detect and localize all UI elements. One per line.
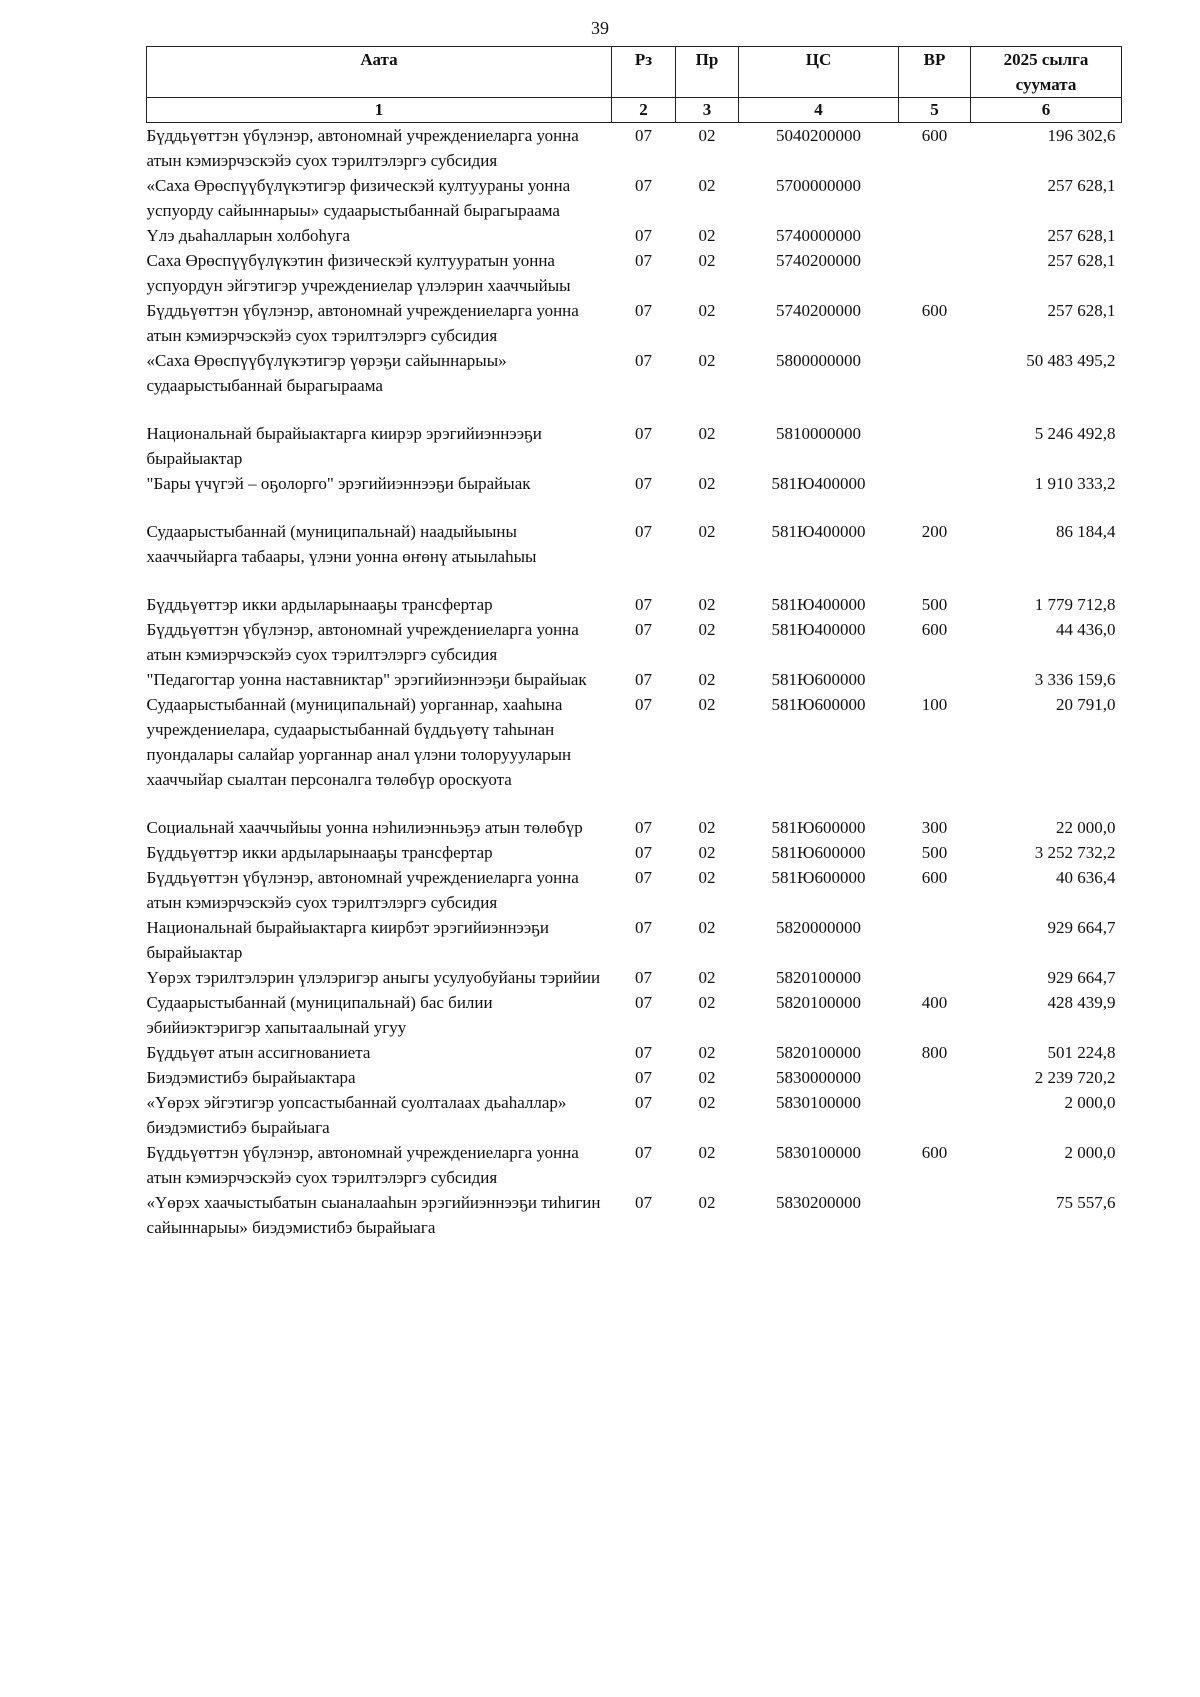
- row-name: Бүддьүөттэн үбүлэнэр, автономнай учреждениеларга уонна атын кэмиэрчэскэйэ суох тэрилтэлэргэ субсидия: [146, 620, 579, 664]
- row-name: Бүддьүөттэн үбүлэнэр, автономнай учреждениеларга уонна атын кэмиэрчэскэйэ суох тэрилтэлэргэ субсидия: [146, 301, 579, 345]
- row-amount: 1 779 712,8: [1034, 595, 1116, 614]
- row-pr: 02: [698, 818, 716, 837]
- row-cs: 581Ю400000: [771, 595, 866, 614]
- row-pr: 02: [698, 968, 716, 987]
- row-vr: 500: [921, 843, 948, 862]
- column-number: 6: [971, 98, 1122, 123]
- row-vr: 400: [921, 993, 948, 1012]
- row-cs: 5820000000: [776, 918, 861, 937]
- table-row: [147, 692, 1122, 815]
- row-vr: [899, 471, 971, 519]
- row-rz: 07: [635, 1093, 652, 1112]
- row-vr: 600: [921, 620, 948, 639]
- row-rz: 07: [635, 695, 652, 714]
- row-pr: 02: [698, 126, 716, 145]
- row-amount: 2 239 720,2: [1034, 1068, 1116, 1087]
- row-name: Социальнай хааччыйыы уонна нэhилиэнньэҕэ атын төлөбүр: [146, 818, 583, 837]
- column-number: 5: [899, 98, 971, 123]
- row-amount: 929 664,7: [1047, 918, 1116, 937]
- row-name: Бүддьүөттэн үбүлэнэр, автономнай учреждениеларга уонна атын кэмиэрчэскэйэ суох тэрилтэлэргэ субсидия: [146, 1143, 579, 1187]
- row-vr: [899, 667, 971, 692]
- table-row: [147, 223, 1122, 248]
- table-row: [147, 1140, 1122, 1190]
- row-rz: 07: [635, 918, 652, 937]
- row-pr: 02: [698, 993, 716, 1012]
- row-pr: 02: [698, 351, 716, 370]
- row-rz: 07: [635, 126, 652, 145]
- row-rz: 07: [635, 670, 652, 689]
- row-amount: 501 224,8: [1047, 1043, 1116, 1062]
- row-cs: 5810000000: [776, 424, 861, 443]
- row-cs: 5740000000: [776, 226, 861, 245]
- row-name: Бүддьүөттэн үбүлэнэр, автономнай учреждениеларга уонна атын кэмиэрчэскэйэ суох тэрилтэлэргэ субсидия: [146, 868, 579, 912]
- row-vr: [899, 248, 971, 298]
- row-amount: 20 791,0: [1056, 695, 1116, 714]
- table-row: [147, 617, 1122, 667]
- row-rz: 07: [635, 522, 652, 541]
- row-amount: 196 302,6: [1047, 126, 1116, 145]
- header-rz: Рз: [612, 47, 676, 98]
- row-name: «Саха Өрөспүүбүлүкэтигэр физическэй култуураны уонна успуорду сайыннарыы» судаарыстыбаннай бырагыраама: [146, 176, 571, 220]
- row-name: "Бары үчүгэй – оҕолорго" эрэгийиэннээҕи бырайыак: [146, 474, 531, 493]
- row-vr: [899, 1190, 971, 1240]
- table-row: [147, 173, 1122, 223]
- row-vr: 600: [921, 301, 948, 320]
- row-pr: 02: [698, 424, 716, 443]
- row-name: Национальнай бырайыактарга киирбэт эрэгийиэннээҕи бырайыактар: [146, 918, 550, 962]
- row-rz: 07: [635, 1043, 652, 1062]
- row-name: «Үөрэх эйгэтигэр уопсастыбаннай суолталаах дьаhаллар» биэдэмистибэ бырайыага: [146, 1093, 567, 1137]
- row-name: «Үөрэх хаачыстыбатын сыаналааhын эрэгийиэннээҕи тиhигин сайыннарыы» биэдэмистибэ бырайыага: [146, 1193, 601, 1237]
- row-cs: 5800000000: [776, 351, 861, 370]
- table-row: [147, 248, 1122, 298]
- row-name: Үөрэх тэрилтэлэрин үлэлэригэр аныгы усулуобуйаны тэрийии: [146, 968, 601, 987]
- row-amount: 2 000,0: [1064, 1093, 1116, 1112]
- row-pr: 02: [698, 1043, 716, 1062]
- row-pr: 02: [698, 226, 716, 245]
- row-rz: 07: [635, 351, 652, 370]
- row-amount: 75 557,6: [1056, 1193, 1116, 1212]
- column-number: 4: [739, 98, 899, 123]
- row-vr: 600: [921, 1143, 948, 1162]
- row-name: "Педагогтар уонна наставниктар" эрэгийиэннээҕи бырайыак: [146, 670, 587, 689]
- column-number-row: [147, 98, 1122, 123]
- page-number: 39: [591, 18, 609, 38]
- row-vr: [899, 965, 971, 990]
- row-cs: 581Ю400000: [771, 620, 866, 639]
- row-name: Национальнай бырайыактарга киирэр эрэгийиэннээҕи бырайыактар: [146, 424, 542, 468]
- table-row: [147, 471, 1122, 519]
- row-rz: 07: [635, 176, 652, 195]
- row-name: Бүддьүөттэр икки ардыларынааҕы трансфертар: [146, 843, 493, 862]
- row-rz: 07: [635, 474, 652, 493]
- row-cs: 5700000000: [776, 176, 861, 195]
- table-row: [147, 865, 1122, 915]
- row-rz: 07: [635, 1193, 652, 1212]
- row-amount: 257 628,1: [1047, 251, 1116, 270]
- row-amount: 257 628,1: [1047, 176, 1116, 195]
- row-name: Бүддьүөттэр икки ардыларынааҕы трансфертар: [146, 595, 493, 614]
- table-row: [147, 915, 1122, 965]
- row-amount: 86 184,4: [1056, 522, 1116, 541]
- table-row: [147, 592, 1122, 617]
- row-vr: [899, 223, 971, 248]
- row-cs: 5820100000: [776, 1043, 861, 1062]
- row-vr: 500: [921, 595, 948, 614]
- budget-table: [146, 46, 1122, 1240]
- row-vr: [899, 1090, 971, 1140]
- row-cs: 5830100000: [776, 1143, 861, 1162]
- row-amount: 257 628,1: [1047, 301, 1116, 320]
- row-rz: 07: [635, 843, 652, 862]
- column-number: 1: [147, 98, 612, 123]
- row-amount: 2 000,0: [1064, 1143, 1116, 1162]
- row-cs: 581Ю400000: [771, 522, 866, 541]
- row-rz: 07: [635, 226, 652, 245]
- row-amount: 428 439,9: [1047, 993, 1116, 1012]
- row-pr: 02: [698, 595, 716, 614]
- table-row: [147, 1090, 1122, 1140]
- row-name: «Саха Өрөспүүбүлүкэтигэр үөрэҕи сайыннарыы» судаарыстыбаннай бырагыраама: [146, 351, 507, 395]
- row-vr: 800: [921, 1043, 948, 1062]
- table-row: [147, 519, 1122, 592]
- row-vr: 600: [921, 126, 948, 145]
- row-vr: [899, 348, 971, 421]
- table-row: [147, 123, 1122, 174]
- row-cs: 581Ю600000: [771, 868, 866, 887]
- row-rz: 07: [635, 424, 652, 443]
- row-pr: 02: [698, 1068, 716, 1087]
- row-pr: 02: [698, 474, 716, 493]
- row-pr: 02: [698, 251, 716, 270]
- row-amount: 929 664,7: [1047, 968, 1116, 987]
- column-number: 2: [612, 98, 676, 123]
- row-rz: 07: [635, 1143, 652, 1162]
- row-amount: 5 246 492,8: [1034, 424, 1116, 443]
- row-pr: 02: [698, 918, 716, 937]
- row-cs: 5830000000: [776, 1068, 861, 1087]
- row-cs: 581Ю600000: [771, 695, 866, 714]
- row-vr: [899, 421, 971, 471]
- row-name: Бүддьүөт атын ассигнованиета: [146, 1043, 371, 1062]
- table-row: [147, 1190, 1122, 1240]
- column-number: 3: [676, 98, 739, 123]
- table-row: [147, 1040, 1122, 1065]
- row-name: Судаарыстыбаннай (муниципальнай) бас билии эбийиэктэригэр хапытаалынай угуу: [146, 993, 493, 1037]
- row-pr: 02: [698, 620, 716, 639]
- row-pr: 02: [698, 176, 716, 195]
- row-rz: 07: [635, 868, 652, 887]
- row-rz: 07: [635, 595, 652, 614]
- row-vr: 300: [921, 818, 948, 837]
- row-rz: 07: [635, 251, 652, 270]
- row-rz: 07: [635, 818, 652, 837]
- table-row: [147, 421, 1122, 471]
- row-pr: 02: [698, 695, 716, 714]
- row-amount: 44 436,0: [1056, 620, 1116, 639]
- table-row: [147, 840, 1122, 865]
- row-pr: 02: [698, 1143, 716, 1162]
- row-rz: 07: [635, 993, 652, 1012]
- row-pr: 02: [698, 301, 716, 320]
- header-pr: Пр: [676, 47, 739, 98]
- row-vr: [899, 173, 971, 223]
- row-vr: [899, 915, 971, 965]
- row-vr: 600: [921, 868, 948, 887]
- header-amount: 2025 сылга суумата: [971, 47, 1122, 98]
- row-cs: 5740200000: [776, 251, 861, 270]
- row-pr: 02: [698, 1193, 716, 1212]
- row-pr: 02: [698, 868, 716, 887]
- row-pr: 02: [698, 670, 716, 689]
- table-row: [147, 348, 1122, 421]
- table-row: [147, 667, 1122, 692]
- row-pr: 02: [698, 1093, 716, 1112]
- header-vr: ВР: [899, 47, 971, 98]
- header-name: Аата: [147, 47, 612, 98]
- row-cs: 581Ю600000: [771, 843, 866, 862]
- row-cs: 581Ю400000: [771, 474, 866, 493]
- table-row: [147, 965, 1122, 990]
- row-rz: 07: [635, 968, 652, 987]
- row-name: Бүддьүөттэн үбүлэнэр, автономнай учреждениеларга уонна атын кэмиэрчэскэйэ суох тэрилтэлэргэ субсидия: [146, 126, 579, 170]
- table-row: [147, 1065, 1122, 1090]
- row-cs: 5830100000: [776, 1093, 861, 1112]
- row-cs: 5820100000: [776, 993, 861, 1012]
- table-row: [147, 298, 1122, 348]
- row-rz: 07: [635, 1068, 652, 1087]
- row-vr: [899, 1065, 971, 1090]
- row-amount: 50 483 495,2: [1026, 351, 1116, 370]
- table-row: [147, 990, 1122, 1040]
- row-amount: 257 628,1: [1047, 226, 1116, 245]
- header-cs: ЦС: [739, 47, 899, 98]
- row-cs: 5830200000: [776, 1193, 861, 1212]
- row-pr: 02: [698, 522, 716, 541]
- row-name: Үлэ дьаhалларын холбоhуга: [146, 226, 351, 245]
- row-pr: 02: [698, 843, 716, 862]
- row-rz: 07: [635, 301, 652, 320]
- row-name: Судаарыстыбаннай (муниципальнай) уорганнар, хааhына учреждениелара, судаарыстыбаннай бүддьүөтү таhынан пуондалары салайар уорганнар анал үлэни толоруууларын хааччыйар сыалтан персоналга төлөбүр ороскуота: [146, 695, 572, 789]
- row-cs: 5740200000: [776, 301, 861, 320]
- row-cs: 5820100000: [776, 968, 861, 987]
- row-amount: 22 000,0: [1056, 818, 1116, 837]
- row-amount: 3 336 159,6: [1034, 670, 1116, 689]
- row-rz: 07: [635, 620, 652, 639]
- row-amount: 1 910 333,2: [1034, 474, 1116, 493]
- row-amount: 40 636,4: [1056, 868, 1116, 887]
- header-row: [147, 47, 1122, 98]
- row-amount: 3 252 732,2: [1034, 843, 1116, 862]
- row-cs: 581Ю600000: [771, 670, 866, 689]
- row-vr: 100: [921, 695, 948, 714]
- row-name: Судаарыстыбаннай (муниципальнай) наадыйыыны хааччыйарга табаары, үлэни уонна өҥөнү атыылаhыы: [146, 522, 537, 566]
- table-row: [147, 815, 1122, 840]
- row-cs: 5040200000: [776, 126, 861, 145]
- row-vr: 200: [921, 522, 948, 541]
- row-cs: 581Ю600000: [771, 818, 866, 837]
- row-name: Саха Өрөспүүбүлүкэтин физическэй култууратын уонна успуордун эйгэтигэр учреждениелар үлэлэрин хааччыйыы: [146, 251, 571, 295]
- row-name: Биэдэмистибэ бырайыактара: [146, 1068, 356, 1087]
